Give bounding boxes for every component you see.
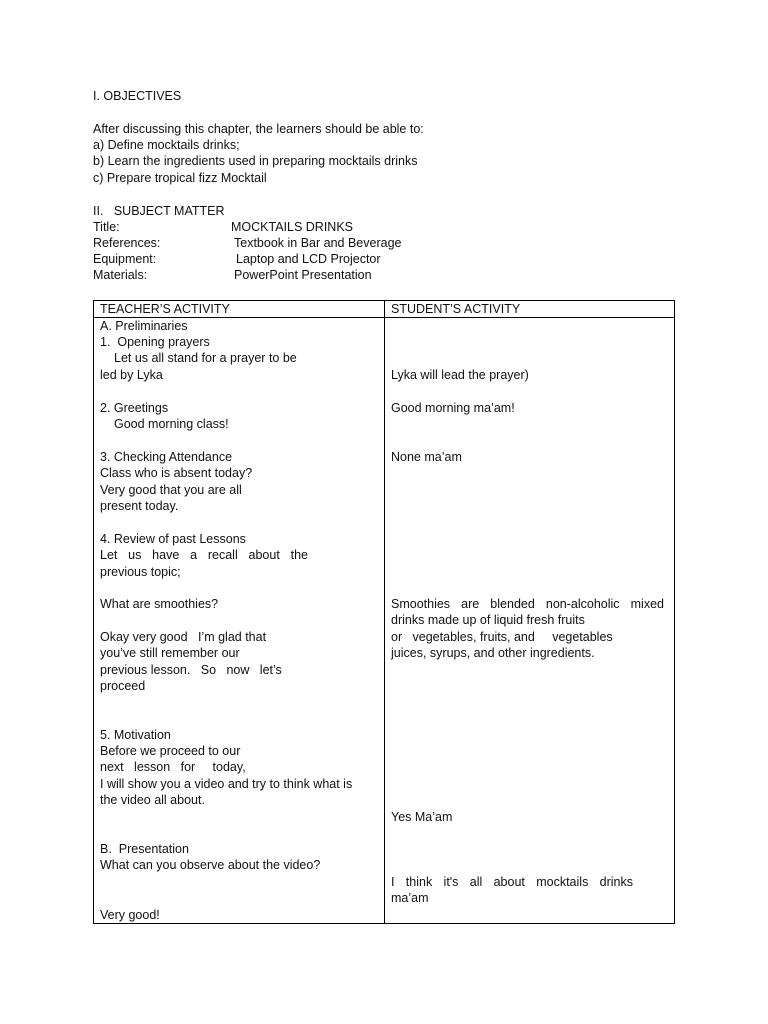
opening-prayers-heading: 1. Opening prayers [100, 335, 210, 349]
greetings-heading: 2. Greetings [100, 401, 169, 415]
objective-item: a) Define mocktails drinks; [93, 138, 240, 152]
teacher-text: Class who is absent today? [100, 466, 253, 480]
teacher-text: Okay very good I’m glad that [100, 630, 267, 644]
student-text: Good morning ma’am! [391, 401, 515, 415]
references-label: References: [93, 236, 161, 250]
teacher-text: Let us all stand for a prayer to be [114, 351, 297, 365]
materials-value: PowerPoint Presentation [234, 268, 372, 282]
equipment-value: Laptop and LCD Projector [236, 252, 381, 266]
attendance-heading: 3. Checking Attendance [100, 450, 233, 464]
student-activity-header: STUDENT’S ACTIVITY [391, 302, 521, 316]
preliminaries-heading: A. Preliminaries [100, 319, 188, 333]
objectives-intro: After discussing this chapter, the learners should be able to: [93, 122, 424, 136]
student-text: juices, syrups, and other ingredients. [391, 646, 595, 660]
teacher-text: led by Lyka [100, 368, 163, 382]
teacher-text: present today. [100, 499, 179, 513]
objective-item: c) Prepare tropical fizz Mocktail [93, 171, 267, 185]
student-text: ma’am [391, 891, 429, 905]
teacher-text: you’ve still remember our [100, 646, 240, 660]
activity-table [93, 300, 675, 924]
equipment-label: Equipment: [93, 252, 157, 266]
student-text: Yes Ma’am [391, 810, 453, 824]
review-heading: 4. Review of past Lessons [100, 532, 246, 546]
teacher-text: Before we proceed to our [100, 744, 241, 758]
teacher-text: proceed [100, 679, 146, 693]
student-text: or vegetables, fruits, and vegetables [391, 630, 613, 644]
student-text: I think it's all about mocktails drinks [391, 875, 633, 889]
title-label: Title: [93, 220, 120, 234]
student-text: Lyka will lead the prayer) [391, 368, 529, 382]
teacher-text: Good morning class! [114, 417, 229, 431]
teacher-text: previous topic; [100, 565, 181, 579]
references-value: Textbook in Bar and Beverage [234, 236, 402, 250]
student-text: drinks made up of liquid fresh fruits [391, 613, 585, 627]
title-value: MOCKTAILS DRINKS [231, 220, 354, 234]
teacher-text: Very good that you are all [100, 483, 242, 497]
teacher-text: Very good! [100, 908, 160, 922]
teacher-text: previous lesson. So now let’s [100, 663, 282, 677]
teacher-text: next lesson for today, [100, 760, 246, 774]
student-text: None ma’am [391, 450, 462, 464]
objective-item: b) Learn the ingredients used in preparing mocktails drinks [93, 154, 418, 168]
teacher-text: the video all about. [100, 793, 205, 807]
presentation-heading: B. Presentation [100, 842, 189, 856]
teacher-text: What can you observe about the video? [100, 858, 321, 872]
column-divider [384, 301, 385, 923]
materials-label: Materials: [93, 268, 148, 282]
student-text: Smoothies are blended non-alcoholic mixed [391, 597, 664, 611]
subject-matter-heading: II. SUBJECT MATTER [93, 204, 225, 218]
teacher-text: Let us have a recall about the [100, 548, 308, 562]
teacher-text: What are smoothies? [100, 597, 219, 611]
objectives-heading: I. OBJECTIVES [93, 89, 182, 103]
motivation-heading: 5. Motivation [100, 728, 171, 742]
teacher-activity-header: TEACHER’S ACTIVITY [100, 302, 230, 316]
teacher-text: I will show you a video and try to think what is [100, 777, 353, 791]
